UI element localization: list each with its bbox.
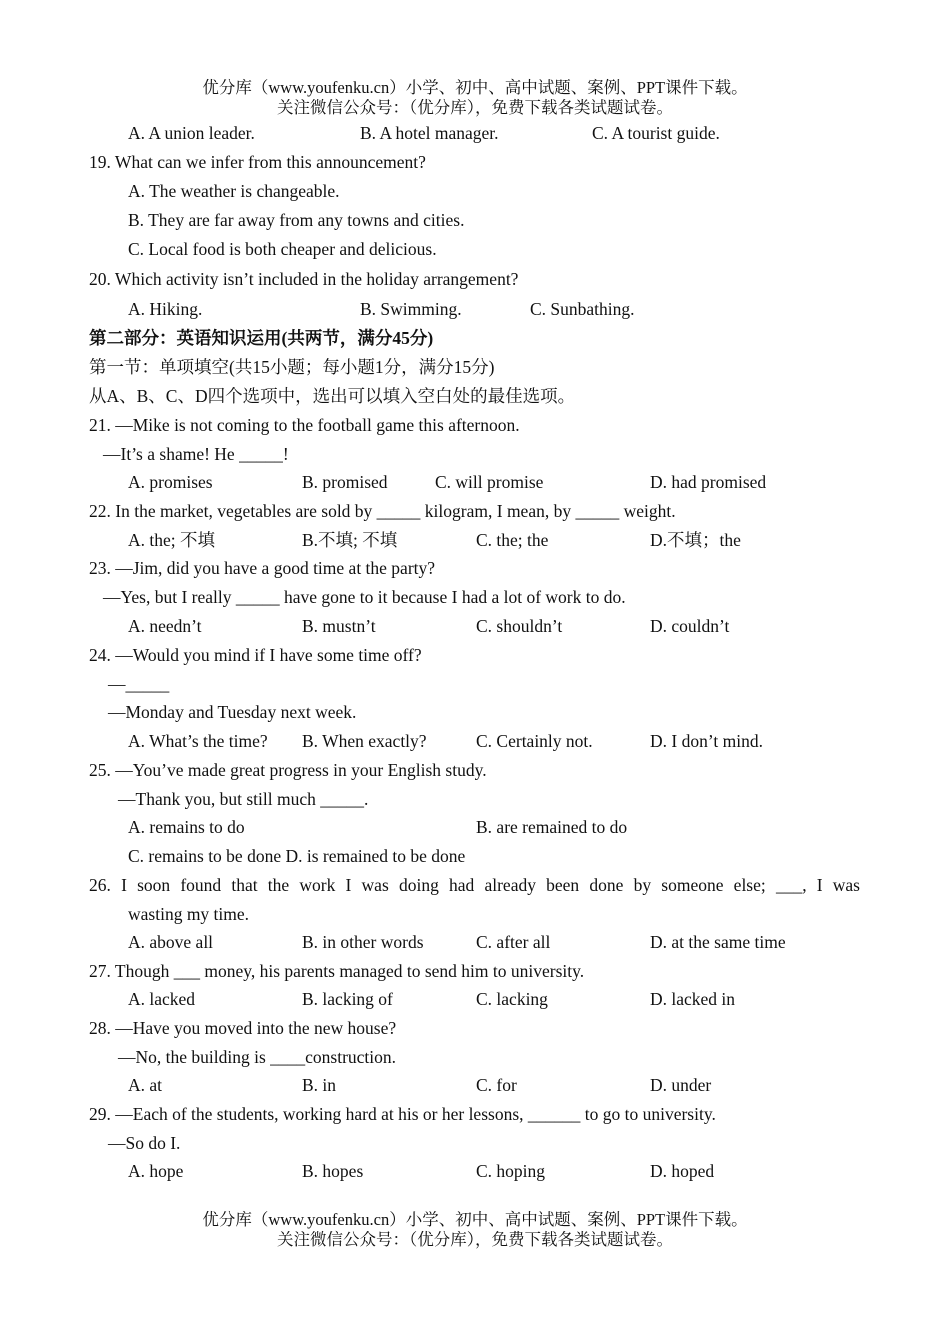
q26-line-2: wasting my time. bbox=[128, 904, 250, 924]
q22-option-a: A. the; 不填 bbox=[128, 530, 216, 550]
q19-option-a: A. The weather is changeable. bbox=[128, 181, 340, 201]
q21-option-d: D. had promised bbox=[650, 472, 767, 492]
q23-option-a: A. needn’t bbox=[128, 616, 202, 636]
q28-option-a: A. at bbox=[128, 1075, 163, 1095]
q21-line-1: 21. —Mike is not coming to the football game this afternoon. bbox=[89, 415, 520, 435]
q26-option-c: C. after all bbox=[476, 932, 551, 952]
q22-option-d: D.不填；the bbox=[650, 530, 741, 550]
section1-title: 第一节：单项填空(共15小题；每小题1分，满分15分) bbox=[89, 357, 495, 377]
q25-option-b: B. are remained to do bbox=[476, 817, 628, 837]
q21-option-a: A. promises bbox=[128, 472, 213, 492]
q26-option-b: B. in other words bbox=[302, 932, 424, 952]
q23-option-c: C. shouldn’t bbox=[476, 616, 563, 636]
q26-option-d: D. at the same time bbox=[650, 932, 786, 952]
q25-option-a: A. remains to do bbox=[128, 817, 245, 837]
q29-option-b: B. hopes bbox=[302, 1161, 364, 1181]
q24-option-a: A. What’s the time? bbox=[128, 731, 268, 751]
footer-line-2: 关注微信公众号：（优分库），免费下载各类试题试卷。 bbox=[277, 1230, 673, 1249]
section1-instruction: 从A、B、C、D四个选项中，选出可以填入空白处的最佳选项。 bbox=[89, 386, 576, 406]
q24-option-d: D. I don’t mind. bbox=[650, 731, 763, 751]
page-footer bbox=[0, 1210, 950, 1250]
header-line-2: 关注微信公众号：（优分库），免费下载各类试题试卷。 bbox=[277, 98, 673, 117]
q23-line-2: —Yes, but I really _____ have gone to it because I had a lot of work to do. bbox=[103, 587, 626, 607]
q28-line-2: —No, the building is ____construction. bbox=[118, 1047, 397, 1067]
q18-option-a: A. A union leader. bbox=[128, 123, 255, 143]
q21-line-2: —It’s a shame! He _____! bbox=[103, 444, 289, 464]
q24-option-b: B. When exactly? bbox=[302, 731, 427, 751]
q24-option-c: C. Certainly not. bbox=[476, 731, 593, 751]
q23-option-b: B. mustn’t bbox=[302, 616, 376, 636]
q22-option-c: C. the; the bbox=[476, 530, 549, 550]
q25-options-row-2: C. remains to be done D. is remained to be done bbox=[128, 846, 466, 866]
q28-option-b: B. in bbox=[302, 1075, 337, 1095]
q24-line-1: 24. —Would you mind if I have some time off? bbox=[89, 645, 422, 665]
q28-option-c: C. for bbox=[476, 1075, 517, 1095]
q25-line-1: 25. —You’ve made great progress in your English study. bbox=[89, 760, 487, 780]
q29-line-2: —So do I. bbox=[108, 1133, 181, 1153]
q28-option-d: D. under bbox=[650, 1075, 712, 1095]
q27-option-d: D. lacked in bbox=[650, 989, 736, 1009]
q29-option-c: C. hoping bbox=[476, 1161, 546, 1181]
q25-line-2: —Thank you, but still much _____. bbox=[118, 789, 369, 809]
q23-line-1: 23. —Jim, did you have a good time at the party? bbox=[89, 558, 436, 578]
q21-option-b: B. promised bbox=[302, 472, 388, 492]
q22-line-1: 22. In the market, vegetables are sold by _____ kilogram, I mean, by _____ weight. bbox=[89, 501, 676, 521]
q29-option-d: D. hoped bbox=[650, 1161, 715, 1181]
q18-option-c: C. A tourist guide. bbox=[592, 123, 720, 143]
q20-stem: 20. Which activity isn’t included in the holiday arrangement? bbox=[89, 269, 519, 289]
q20-option-a: A. Hiking. bbox=[128, 299, 203, 319]
q27-line-1: 27. Though ___ money, his parents managed to send him to university. bbox=[89, 961, 585, 981]
q19-option-c: C. Local food is both cheaper and delicious. bbox=[128, 239, 437, 259]
q26-line-1: 26. I soon found that the work I was doing had already been done by someone else; ___, I was bbox=[89, 875, 860, 895]
part2-title: 第二部分：英语知识运用(共两节，满分45分) bbox=[89, 328, 434, 348]
q24-line-2: —_____ bbox=[108, 674, 170, 694]
q27-option-c: C. lacking bbox=[476, 989, 548, 1009]
q24-line-3: —Monday and Tuesday next week. bbox=[108, 702, 357, 722]
q27-option-a: A. lacked bbox=[128, 989, 196, 1009]
header-line-1: 优分库（www.youfenku.cn）小学、初中、高中试题、案例、PPT课件下载。 bbox=[202, 78, 748, 97]
q21-option-c: C. will promise bbox=[435, 472, 544, 492]
q27-option-b: B. lacking of bbox=[302, 989, 393, 1009]
q20-option-b: B. Swimming. bbox=[360, 299, 462, 319]
q19-option-b: B. They are far away from any towns and cities. bbox=[128, 210, 465, 230]
q20-option-c: C. Sunbathing. bbox=[530, 299, 635, 319]
q29-line-1: 29. —Each of the students, working hard at his or her lessons, ______ to go to university. bbox=[89, 1104, 716, 1124]
q18-option-b: B. A hotel manager. bbox=[360, 123, 499, 143]
q29-option-a: A. hope bbox=[128, 1161, 184, 1181]
q23-option-d: D. couldn’t bbox=[650, 616, 730, 636]
q22-option-b: B.不填; 不填 bbox=[302, 530, 398, 550]
page-header bbox=[0, 78, 950, 118]
q19-stem: 19. What can we infer from this announcement? bbox=[89, 152, 426, 172]
q28-line-1: 28. —Have you moved into the new house? bbox=[89, 1018, 397, 1038]
footer-line-1: 优分库（www.youfenku.cn）小学、初中、高中试题、案例、PPT课件下载。 bbox=[202, 1210, 748, 1229]
q26-option-a: A. above all bbox=[128, 932, 214, 952]
